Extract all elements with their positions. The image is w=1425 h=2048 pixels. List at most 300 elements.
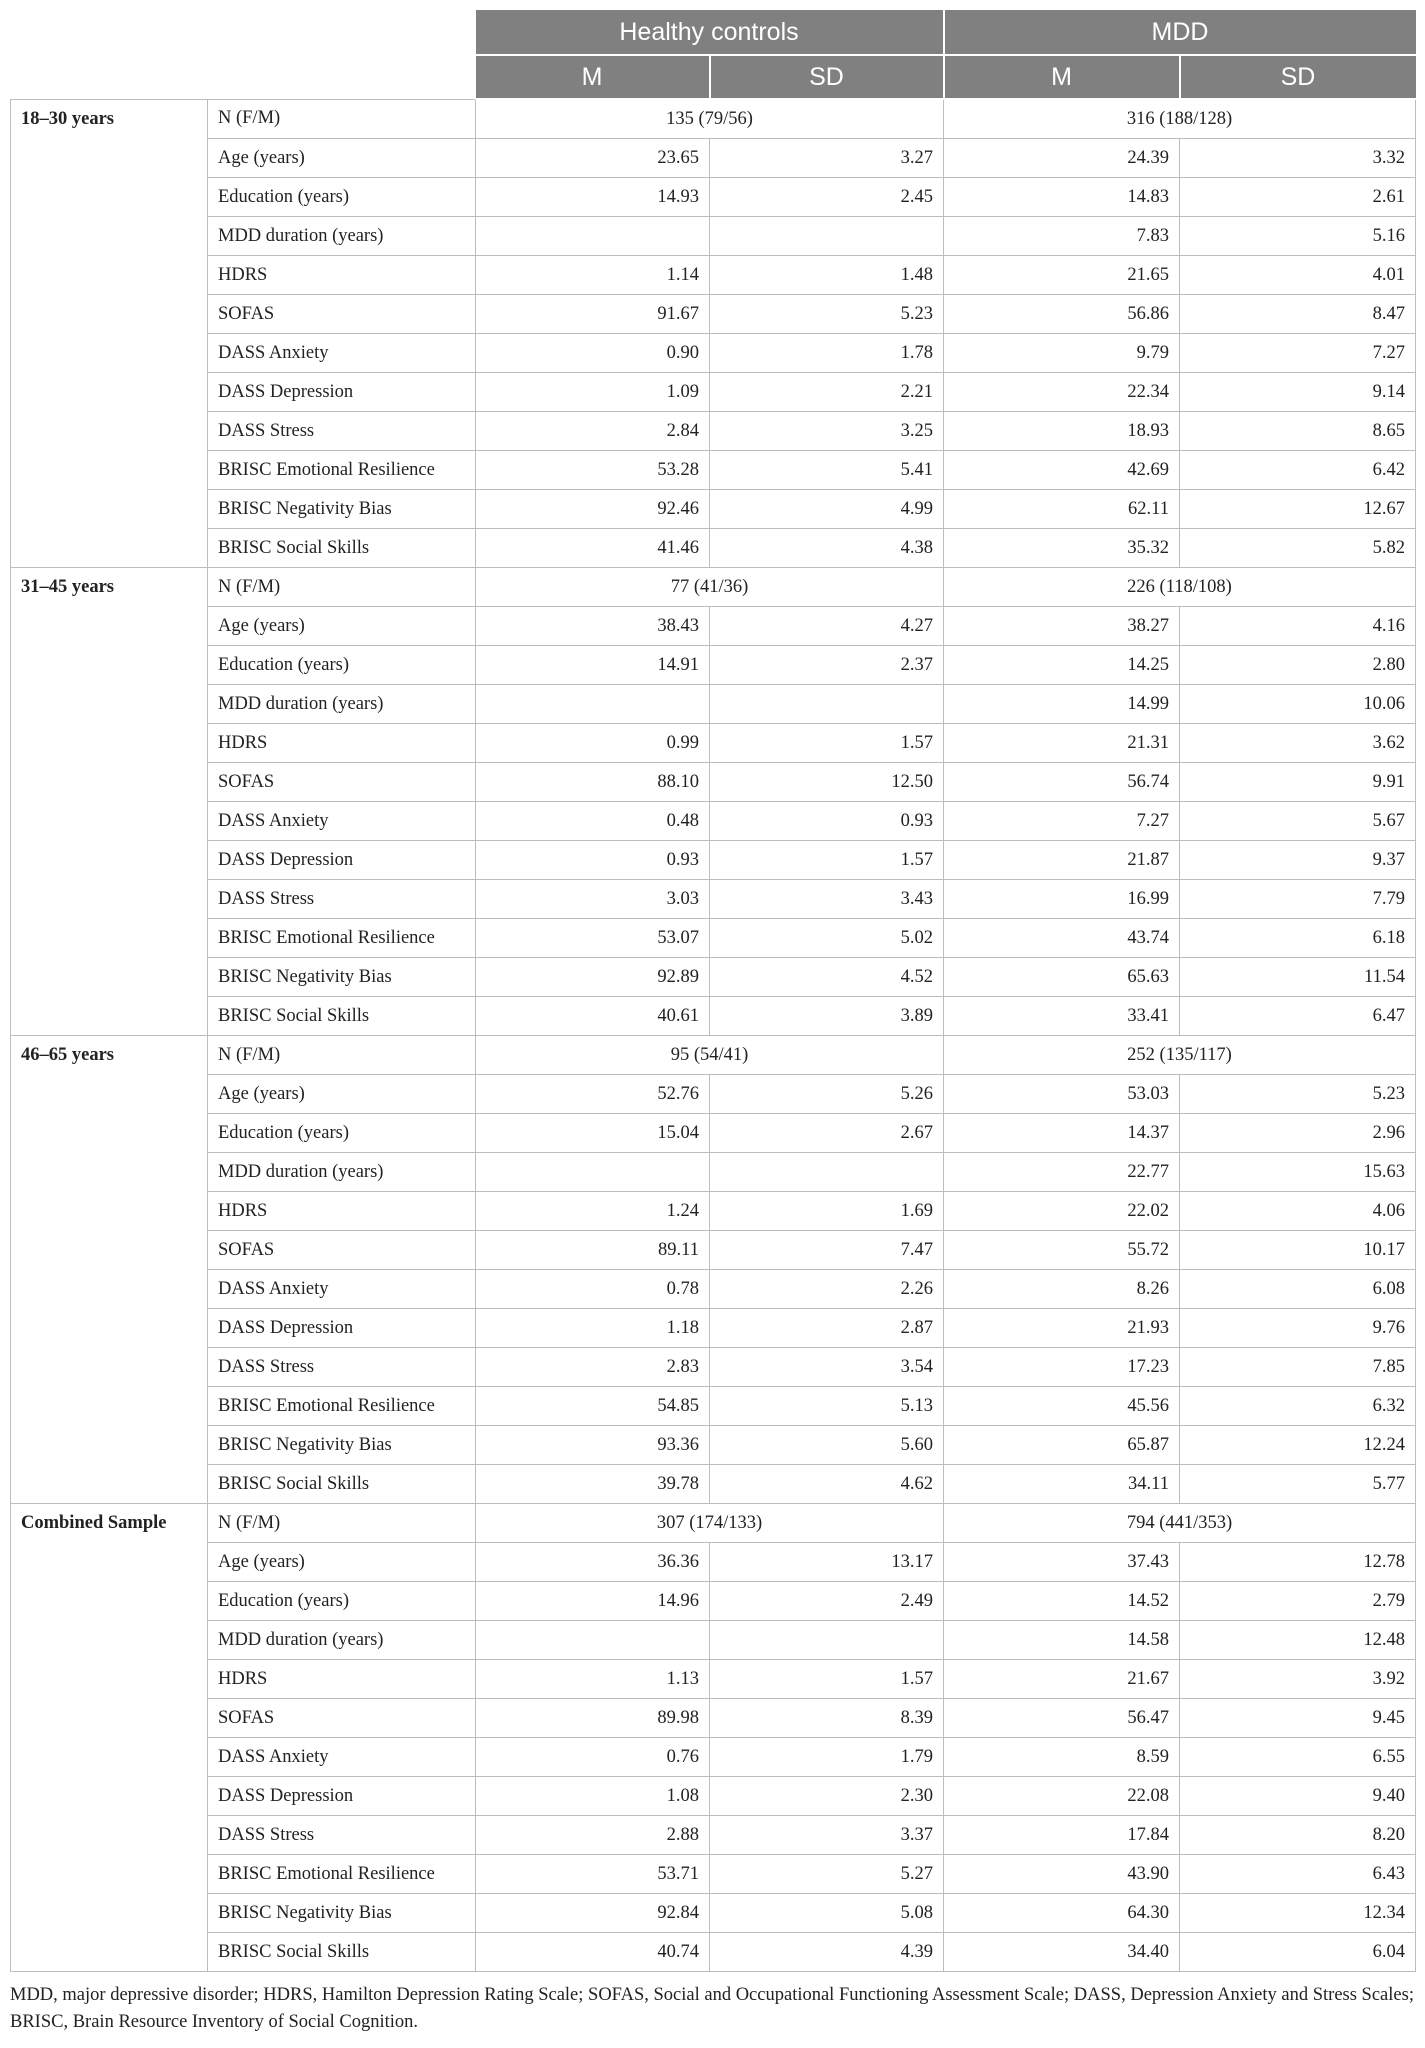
- cell-hc-m: 14.93: [476, 178, 710, 217]
- table-row-n: [11, 1036, 1416, 1075]
- cell-hc-sd: 4.38: [710, 529, 944, 568]
- cell-mdd-sd: 6.42: [1180, 451, 1416, 490]
- cell-mdd-sd: 12.24: [1180, 1426, 1416, 1465]
- table-footnote: MDD, major depressive disorder; HDRS, Hamilton Depression Rating Scale; SOFAS, Social and Occupational Functioning Assessment Scale; DASS, Depression Anxiety and Stress Scales; BRISC, Brain Resource Inventory of Social Cognition.: [10, 1985, 1414, 2032]
- row-label: Age (years): [208, 1543, 476, 1582]
- header-hc-sd: SD: [710, 55, 944, 99]
- cell-hc-m: 1.08: [476, 1777, 710, 1816]
- cell-mdd-m: 65.63: [944, 958, 1180, 997]
- row-label: DASS Depression: [208, 373, 476, 412]
- cell-hc-m: 1.14: [476, 256, 710, 295]
- cell-hc-sd: 3.54: [710, 1348, 944, 1387]
- group-cell-empty: [11, 1387, 208, 1426]
- group-cell-empty: [11, 646, 208, 685]
- row-label: BRISC Emotional Resilience: [208, 1387, 476, 1426]
- row-label: MDD duration (years): [208, 217, 476, 256]
- cell-hc-sd: 12.50: [710, 763, 944, 802]
- cell-mdd-n: 226 (118/108): [944, 568, 1416, 607]
- cell-hc-m: 40.61: [476, 997, 710, 1036]
- row-label: BRISC Social Skills: [208, 529, 476, 568]
- cell-mdd-sd: 9.37: [1180, 841, 1416, 880]
- cell-hc-m: [476, 217, 710, 256]
- cell-hc-sd: 5.26: [710, 1075, 944, 1114]
- cell-mdd-m: 56.74: [944, 763, 1180, 802]
- cell-mdd-m: 34.11: [944, 1465, 1180, 1504]
- cell-mdd-m: 22.34: [944, 373, 1180, 412]
- cell-hc-m: 89.98: [476, 1699, 710, 1738]
- table-row: [11, 217, 1416, 256]
- demographics-table: [10, 10, 1416, 1972]
- cell-hc-sd: 2.30: [710, 1777, 944, 1816]
- group-cell-empty: [11, 1894, 208, 1933]
- cell-hc-sd: 1.78: [710, 334, 944, 373]
- cell-mdd-sd: 7.79: [1180, 880, 1416, 919]
- group-cell-empty: [11, 334, 208, 373]
- group-cell-empty: [11, 1699, 208, 1738]
- cell-hc-sd: 4.52: [710, 958, 944, 997]
- group-cell-empty: [11, 1738, 208, 1777]
- cell-mdd-m: 21.93: [944, 1309, 1180, 1348]
- cell-mdd-m: 21.67: [944, 1660, 1180, 1699]
- cell-mdd-sd: 9.14: [1180, 373, 1416, 412]
- cell-mdd-sd: 9.76: [1180, 1309, 1416, 1348]
- cell-hc-sd: 2.37: [710, 646, 944, 685]
- table-row: [11, 1153, 1416, 1192]
- cell-hc-m: 53.28: [476, 451, 710, 490]
- cell-hc-sd: 3.89: [710, 997, 944, 1036]
- group-label: Combined Sample: [11, 1504, 208, 1543]
- cell-mdd-sd: 5.23: [1180, 1075, 1416, 1114]
- cell-mdd-sd: 8.47: [1180, 295, 1416, 334]
- row-label: BRISC Emotional Resilience: [208, 919, 476, 958]
- cell-mdd-m: 16.99: [944, 880, 1180, 919]
- row-label: DASS Stress: [208, 880, 476, 919]
- cell-mdd-sd: 3.62: [1180, 724, 1416, 763]
- cell-hc-m: 39.78: [476, 1465, 710, 1504]
- row-label: BRISC Social Skills: [208, 1465, 476, 1504]
- cell-mdd-m: 22.02: [944, 1192, 1180, 1231]
- cell-mdd-m: 65.87: [944, 1426, 1180, 1465]
- table-row: [11, 1738, 1416, 1777]
- cell-hc-sd: 7.47: [710, 1231, 944, 1270]
- cell-mdd-sd: 9.91: [1180, 763, 1416, 802]
- cell-mdd-m: 53.03: [944, 1075, 1180, 1114]
- cell-hc-sd: 3.27: [710, 139, 944, 178]
- cell-hc-sd: 4.62: [710, 1465, 944, 1504]
- row-label: BRISC Social Skills: [208, 1933, 476, 1972]
- group-cell-empty: [11, 1192, 208, 1231]
- cell-hc-sd: 2.21: [710, 373, 944, 412]
- row-label: Education (years): [208, 178, 476, 217]
- header-mdd: MDD: [944, 10, 1416, 55]
- row-label: N (F/M): [208, 1036, 476, 1075]
- header-healthy-controls: Healthy controls: [476, 10, 944, 55]
- cell-hc-sd: 1.57: [710, 724, 944, 763]
- cell-hc-sd: 13.17: [710, 1543, 944, 1582]
- group-cell-empty: [11, 1621, 208, 1660]
- group-cell-empty: [11, 1582, 208, 1621]
- group-cell-empty: [11, 724, 208, 763]
- row-label: DASS Anxiety: [208, 1738, 476, 1777]
- group-cell-empty: [11, 1543, 208, 1582]
- group-cell-empty: [11, 1348, 208, 1387]
- cell-hc-m: 53.71: [476, 1855, 710, 1894]
- cell-hc-m: 1.13: [476, 1660, 710, 1699]
- table-row: [11, 880, 1416, 919]
- table-row: [11, 1387, 1416, 1426]
- cell-hc-sd: [710, 1621, 944, 1660]
- cell-mdd-sd: 2.80: [1180, 646, 1416, 685]
- table-row: [11, 490, 1416, 529]
- cell-hc-sd: 4.99: [710, 490, 944, 529]
- table-row: [11, 373, 1416, 412]
- cell-hc-m: 53.07: [476, 919, 710, 958]
- table-row: [11, 1621, 1416, 1660]
- cell-mdd-m: 14.37: [944, 1114, 1180, 1153]
- table-header: [11, 10, 1416, 99]
- group-cell-empty: [11, 802, 208, 841]
- row-label: N (F/M): [208, 1504, 476, 1543]
- cell-hc-n: 307 (174/133): [476, 1504, 944, 1543]
- cell-mdd-m: 38.27: [944, 607, 1180, 646]
- table-row: [11, 1543, 1416, 1582]
- cell-mdd-m: 43.74: [944, 919, 1180, 958]
- table-row: [11, 1075, 1416, 1114]
- row-label: DASS Depression: [208, 841, 476, 880]
- table-row: [11, 1582, 1416, 1621]
- table-row: [11, 1192, 1416, 1231]
- cell-mdd-sd: 8.65: [1180, 412, 1416, 451]
- header-blank: [11, 10, 476, 99]
- cell-hc-sd: 1.57: [710, 841, 944, 880]
- cell-mdd-sd: 12.78: [1180, 1543, 1416, 1582]
- cell-hc-m: 2.88: [476, 1816, 710, 1855]
- cell-hc-m: 14.91: [476, 646, 710, 685]
- cell-hc-m: 93.36: [476, 1426, 710, 1465]
- cell-mdd-m: 37.43: [944, 1543, 1180, 1582]
- cell-mdd-m: 42.69: [944, 451, 1180, 490]
- cell-hc-sd: 3.43: [710, 880, 944, 919]
- cell-hc-sd: 1.79: [710, 1738, 944, 1777]
- table-row: [11, 1894, 1416, 1933]
- table-row: [11, 997, 1416, 1036]
- cell-hc-m: 0.90: [476, 334, 710, 373]
- cell-mdd-m: 22.08: [944, 1777, 1180, 1816]
- cell-mdd-m: 9.79: [944, 334, 1180, 373]
- table-row: [11, 646, 1416, 685]
- row-label: BRISC Negativity Bias: [208, 1894, 476, 1933]
- group-cell-empty: [11, 1075, 208, 1114]
- cell-mdd-sd: 3.92: [1180, 1660, 1416, 1699]
- cell-hc-m: 40.74: [476, 1933, 710, 1972]
- cell-mdd-m: 35.32: [944, 529, 1180, 568]
- row-label: BRISC Emotional Resilience: [208, 1855, 476, 1894]
- cell-mdd-n: 316 (188/128): [944, 99, 1416, 139]
- cell-mdd-m: 55.72: [944, 1231, 1180, 1270]
- cell-hc-sd: 3.37: [710, 1816, 944, 1855]
- cell-mdd-sd: 15.63: [1180, 1153, 1416, 1192]
- group-cell-empty: [11, 139, 208, 178]
- group-cell-empty: [11, 256, 208, 295]
- group-cell-empty: [11, 1309, 208, 1348]
- table-row: [11, 1855, 1416, 1894]
- group-cell-empty: [11, 607, 208, 646]
- table-row: [11, 295, 1416, 334]
- cell-hc-sd: 2.87: [710, 1309, 944, 1348]
- group-cell-empty: [11, 412, 208, 451]
- cell-mdd-m: 7.27: [944, 802, 1180, 841]
- cell-mdd-m: 22.77: [944, 1153, 1180, 1192]
- row-label: BRISC Social Skills: [208, 997, 476, 1036]
- row-label: BRISC Negativity Bias: [208, 1426, 476, 1465]
- cell-mdd-sd: 4.16: [1180, 607, 1416, 646]
- group-cell-empty: [11, 997, 208, 1036]
- cell-hc-m: 0.93: [476, 841, 710, 880]
- row-label: Education (years): [208, 646, 476, 685]
- cell-mdd-sd: 7.27: [1180, 334, 1416, 373]
- table-row: [11, 607, 1416, 646]
- cell-mdd-m: 62.11: [944, 490, 1180, 529]
- cell-hc-m: 0.76: [476, 1738, 710, 1777]
- cell-mdd-m: 18.93: [944, 412, 1180, 451]
- cell-mdd-m: 7.83: [944, 217, 1180, 256]
- group-cell-empty: [11, 1114, 208, 1153]
- cell-hc-m: 38.43: [476, 607, 710, 646]
- row-label: Education (years): [208, 1582, 476, 1621]
- cell-mdd-sd: 6.18: [1180, 919, 1416, 958]
- row-label: Education (years): [208, 1114, 476, 1153]
- cell-hc-m: 14.96: [476, 1582, 710, 1621]
- cell-hc-m: 2.83: [476, 1348, 710, 1387]
- cell-mdd-sd: 12.34: [1180, 1894, 1416, 1933]
- group-cell-empty: [11, 1426, 208, 1465]
- cell-hc-m: 88.10: [476, 763, 710, 802]
- cell-mdd-sd: 6.47: [1180, 997, 1416, 1036]
- table-row: [11, 1933, 1416, 1972]
- cell-mdd-sd: 6.08: [1180, 1270, 1416, 1309]
- row-label: DASS Depression: [208, 1309, 476, 1348]
- cell-hc-m: 0.99: [476, 724, 710, 763]
- cell-hc-m: 2.84: [476, 412, 710, 451]
- cell-mdd-m: 21.31: [944, 724, 1180, 763]
- group-cell-empty: [11, 295, 208, 334]
- cell-mdd-m: 21.65: [944, 256, 1180, 295]
- cell-mdd-sd: 10.06: [1180, 685, 1416, 724]
- cell-hc-m: [476, 685, 710, 724]
- table-row: [11, 1816, 1416, 1855]
- cell-hc-sd: 2.45: [710, 178, 944, 217]
- cell-hc-sd: 5.02: [710, 919, 944, 958]
- cell-mdd-sd: 5.82: [1180, 529, 1416, 568]
- table-row: [11, 919, 1416, 958]
- cell-mdd-sd: 7.85: [1180, 1348, 1416, 1387]
- row-label: MDD duration (years): [208, 1153, 476, 1192]
- table-row: [11, 178, 1416, 217]
- row-label: SOFAS: [208, 295, 476, 334]
- table-row: [11, 1660, 1416, 1699]
- row-label: DASS Anxiety: [208, 802, 476, 841]
- group-cell-empty: [11, 373, 208, 412]
- cell-mdd-sd: 3.32: [1180, 139, 1416, 178]
- cell-hc-m: 0.78: [476, 1270, 710, 1309]
- cell-hc-m: 41.46: [476, 529, 710, 568]
- group-cell-empty: [11, 685, 208, 724]
- table-row: [11, 1114, 1416, 1153]
- table-row: [11, 1465, 1416, 1504]
- row-label: MDD duration (years): [208, 685, 476, 724]
- cell-mdd-m: 33.41: [944, 997, 1180, 1036]
- cell-mdd-sd: 9.40: [1180, 1777, 1416, 1816]
- row-label: DASS Stress: [208, 412, 476, 451]
- table-row: [11, 256, 1416, 295]
- cell-mdd-sd: 12.48: [1180, 1621, 1416, 1660]
- cell-hc-sd: 4.27: [710, 607, 944, 646]
- cell-hc-sd: 4.39: [710, 1933, 944, 1972]
- cell-mdd-sd: 4.01: [1180, 256, 1416, 295]
- cell-hc-m: 92.89: [476, 958, 710, 997]
- group-cell-empty: [11, 880, 208, 919]
- table-row: [11, 841, 1416, 880]
- table-container: [10, 10, 1415, 2036]
- cell-hc-sd: 5.23: [710, 295, 944, 334]
- cell-hc-sd: 2.49: [710, 1582, 944, 1621]
- table-row: [11, 724, 1416, 763]
- row-label: DASS Stress: [208, 1816, 476, 1855]
- cell-mdd-sd: 5.16: [1180, 217, 1416, 256]
- cell-mdd-m: 14.58: [944, 1621, 1180, 1660]
- table-row: [11, 763, 1416, 802]
- row-label: SOFAS: [208, 1699, 476, 1738]
- cell-mdd-n: 794 (441/353): [944, 1504, 1416, 1543]
- table-row: [11, 1348, 1416, 1387]
- cell-mdd-sd: 2.61: [1180, 178, 1416, 217]
- cell-mdd-m: 17.23: [944, 1348, 1180, 1387]
- group-cell-empty: [11, 529, 208, 568]
- cell-mdd-m: 24.39: [944, 139, 1180, 178]
- cell-mdd-m: 17.84: [944, 1816, 1180, 1855]
- group-label: 31–45 years: [11, 568, 208, 607]
- table-row: [11, 139, 1416, 178]
- cell-mdd-sd: 5.67: [1180, 802, 1416, 841]
- cell-mdd-sd: 5.77: [1180, 1465, 1416, 1504]
- cell-mdd-sd: 2.79: [1180, 1582, 1416, 1621]
- table-row: [11, 958, 1416, 997]
- cell-hc-sd: 5.41: [710, 451, 944, 490]
- row-label: HDRS: [208, 256, 476, 295]
- cell-hc-sd: 3.25: [710, 412, 944, 451]
- group-cell-empty: [11, 1933, 208, 1972]
- header-mdd-sd: SD: [1180, 55, 1416, 99]
- group-cell-empty: [11, 1816, 208, 1855]
- cell-hc-sd: 1.69: [710, 1192, 944, 1231]
- cell-mdd-m: 21.87: [944, 841, 1180, 880]
- row-label: DASS Stress: [208, 1348, 476, 1387]
- table-row: [11, 1426, 1416, 1465]
- row-label: BRISC Emotional Resilience: [208, 451, 476, 490]
- cell-hc-m: 52.76: [476, 1075, 710, 1114]
- cell-hc-sd: [710, 685, 944, 724]
- cell-hc-sd: 1.48: [710, 256, 944, 295]
- cell-hc-sd: 0.93: [710, 802, 944, 841]
- table-row: [11, 1231, 1416, 1270]
- group-label: 46–65 years: [11, 1036, 208, 1075]
- cell-hc-sd: [710, 217, 944, 256]
- table-row-n: [11, 99, 1416, 139]
- cell-hc-m: 36.36: [476, 1543, 710, 1582]
- cell-mdd-sd: 6.04: [1180, 1933, 1416, 1972]
- cell-hc-sd: 5.13: [710, 1387, 944, 1426]
- row-label: SOFAS: [208, 763, 476, 802]
- cell-mdd-sd: 4.06: [1180, 1192, 1416, 1231]
- table-row: [11, 412, 1416, 451]
- group-cell-empty: [11, 490, 208, 529]
- group-cell-empty: [11, 841, 208, 880]
- group-cell-empty: [11, 1855, 208, 1894]
- row-label: Age (years): [208, 139, 476, 178]
- cell-hc-m: 23.65: [476, 139, 710, 178]
- cell-hc-n: 77 (41/36): [476, 568, 944, 607]
- table-row: [11, 685, 1416, 724]
- cell-mdd-m: 64.30: [944, 1894, 1180, 1933]
- cell-hc-m: 92.84: [476, 1894, 710, 1933]
- cell-hc-m: 1.18: [476, 1309, 710, 1348]
- cell-mdd-m: 8.26: [944, 1270, 1180, 1309]
- header-mdd-m: M: [944, 55, 1180, 99]
- row-label: DASS Anxiety: [208, 1270, 476, 1309]
- cell-hc-m: 91.67: [476, 295, 710, 334]
- table-row: [11, 1309, 1416, 1348]
- cell-hc-sd: 2.26: [710, 1270, 944, 1309]
- cell-hc-m: 15.04: [476, 1114, 710, 1153]
- cell-mdd-sd: 11.54: [1180, 958, 1416, 997]
- cell-mdd-sd: 6.55: [1180, 1738, 1416, 1777]
- cell-mdd-m: 14.83: [944, 178, 1180, 217]
- cell-mdd-m: 8.59: [944, 1738, 1180, 1777]
- cell-hc-m: 1.24: [476, 1192, 710, 1231]
- table-row: [11, 334, 1416, 373]
- group-cell-empty: [11, 1465, 208, 1504]
- group-cell-empty: [11, 451, 208, 490]
- group-cell-empty: [11, 217, 208, 256]
- row-label: HDRS: [208, 1192, 476, 1231]
- cell-hc-m: [476, 1621, 710, 1660]
- cell-hc-sd: [710, 1153, 944, 1192]
- row-label: DASS Depression: [208, 1777, 476, 1816]
- header-hc-m: M: [476, 55, 710, 99]
- table-row: [11, 1270, 1416, 1309]
- group-cell-empty: [11, 1660, 208, 1699]
- row-label: N (F/M): [208, 99, 476, 139]
- cell-hc-sd: 2.67: [710, 1114, 944, 1153]
- cell-mdd-m: 56.47: [944, 1699, 1180, 1738]
- group-label: 18–30 years: [11, 99, 208, 139]
- cell-mdd-m: 14.25: [944, 646, 1180, 685]
- cell-hc-m: 0.48: [476, 802, 710, 841]
- group-cell-empty: [11, 1231, 208, 1270]
- row-label: SOFAS: [208, 1231, 476, 1270]
- cell-mdd-m: 34.40: [944, 1933, 1180, 1972]
- cell-hc-sd: 5.60: [710, 1426, 944, 1465]
- group-cell-empty: [11, 178, 208, 217]
- group-cell-empty: [11, 919, 208, 958]
- cell-hc-n: 95 (54/41): [476, 1036, 944, 1075]
- cell-hc-m: 92.46: [476, 490, 710, 529]
- cell-mdd-m: 14.52: [944, 1582, 1180, 1621]
- cell-hc-sd: 5.08: [710, 1894, 944, 1933]
- table-row: [11, 1699, 1416, 1738]
- cell-hc-m: 54.85: [476, 1387, 710, 1426]
- row-label: HDRS: [208, 724, 476, 763]
